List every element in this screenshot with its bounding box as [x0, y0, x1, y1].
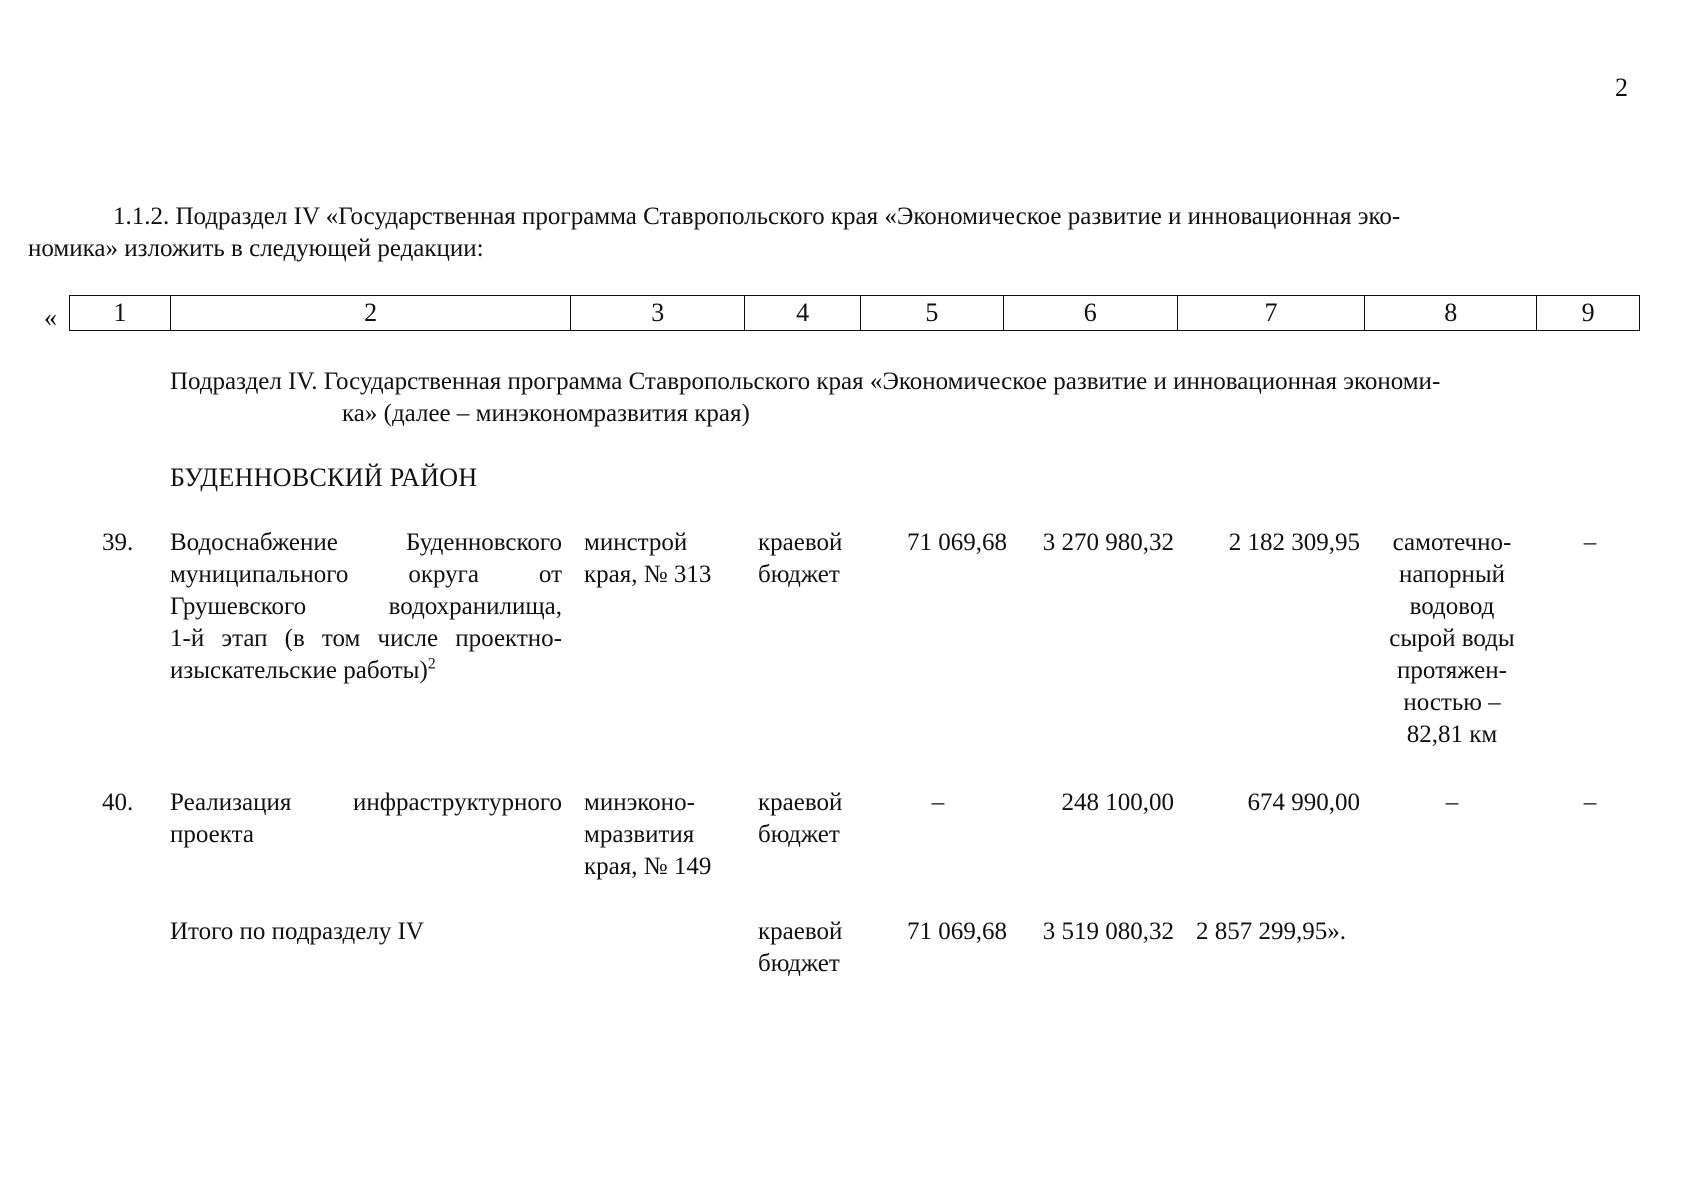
name-line: Водоснабжение Буденновского [170, 529, 562, 556]
agency-line: края, № 149 [584, 853, 712, 880]
footnote-marker: 2 [427, 655, 436, 673]
intro-line-2: номика» изложить в следующей редакции: [28, 235, 484, 262]
agency-line: минстрой [584, 529, 688, 556]
column-number-header-row [69, 295, 1640, 331]
row-col8-value: – [1445, 789, 1459, 816]
column-header-6: 6 [1004, 296, 1178, 330]
column-header-8: 8 [1365, 296, 1537, 330]
total-label: Итого по подразделу IV [170, 918, 424, 945]
row-col5-value: – [931, 789, 945, 816]
row-col7-value: 674 990,00 [1247, 789, 1360, 816]
agency-line: края, № 313 [584, 561, 712, 588]
row-col6-value: 248 100,00 [1061, 789, 1174, 816]
row-number: 40. [102, 789, 134, 816]
source-line: краевой [758, 918, 843, 945]
opening-quote: « [44, 303, 57, 332]
column-header-7: 7 [1178, 296, 1366, 330]
row-number: 39. [102, 529, 134, 556]
column-header-3: 3 [571, 296, 745, 330]
result-line: протяжен- [1397, 657, 1507, 684]
source-line: краевой [758, 789, 843, 816]
name-line-text: изыскательские работы) [170, 657, 428, 684]
column-header-1: 1 [70, 296, 171, 330]
source-line: краевой [758, 529, 843, 556]
result-line: сырой воды [1389, 625, 1515, 652]
source-line: бюджет [758, 950, 840, 977]
row-col7-value: 2 182 309,95 [1228, 529, 1360, 556]
district-heading: БУДЕННОВСКИЙ РАЙОН [170, 463, 478, 492]
agency-line: минэконо- [584, 789, 695, 816]
name-line [170, 655, 562, 687]
column-header-2: 2 [171, 296, 571, 330]
subsection-heading-line-2: ка» (далее – минэкономразвития края) [342, 400, 750, 427]
result-line: 82,81 км [1406, 721, 1498, 748]
total-funding-source [758, 916, 868, 980]
row-col9-value: – [1583, 529, 1597, 556]
row-result-description [1367, 527, 1537, 751]
result-line: водовод [1409, 593, 1495, 620]
agency-line: мразвития [584, 821, 695, 848]
row-project-name [170, 787, 562, 851]
name-line: 1-й этап (в том числе проектно- [170, 625, 562, 652]
column-header-5: 5 [861, 296, 1004, 330]
row-responsible-agency [584, 787, 749, 883]
name-line: муниципального округа от [170, 561, 562, 588]
source-line: бюджет [758, 821, 840, 848]
row-funding-source [758, 787, 868, 851]
name-line: Грушевского водохранилища, [170, 593, 562, 620]
row-responsible-agency [584, 527, 749, 591]
row-funding-source [758, 527, 868, 591]
result-line: напорный [1398, 561, 1506, 588]
result-line: ностью – [1403, 689, 1501, 716]
page-number: 2 [1615, 73, 1628, 102]
name-line: Реализация инфраструктурного [170, 789, 562, 816]
total-col7-value: 2 857 299,95». [1196, 918, 1346, 945]
column-header-9: 9 [1581, 298, 1595, 327]
total-col5-value: 71 069,68 [907, 918, 1007, 945]
source-line: бюджет [758, 561, 840, 588]
column-header-4: 4 [745, 296, 861, 330]
row-col5-value: 71 069,68 [907, 529, 1007, 556]
intro-paragraph [28, 201, 1628, 265]
name-line: проекта [170, 821, 254, 848]
intro-line-1: 1.1.2. Подраздел IV «Государственная программа Ставропольского края «Экономическое развитие и инновационная эко- [113, 203, 1401, 230]
result-line: самотечно- [1392, 529, 1512, 556]
subsection-heading [170, 366, 1640, 430]
row-col9-value: – [1583, 789, 1597, 816]
total-col6-value: 3 519 080,32 [1042, 918, 1174, 945]
row-col6-value: 3 270 980,32 [1042, 529, 1174, 556]
subsection-heading-line-1: Подраздел IV. Государственная программа Ставропольского края «Экономическое развитие и инновационная экономи- [170, 368, 1441, 395]
row-project-name [170, 527, 562, 687]
